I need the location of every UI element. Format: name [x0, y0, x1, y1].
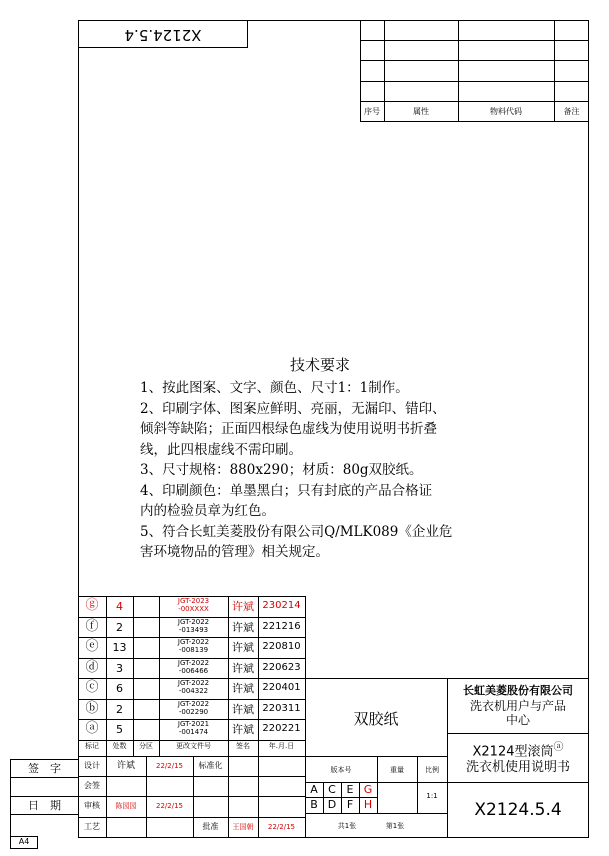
drawing-number: X2124.5.4: [474, 800, 562, 820]
sheet-no: 第1张: [385, 822, 405, 830]
bom-header-no: 序号: [364, 107, 380, 116]
note-line: 3、尺寸规格：880x290；材质：80g双胶纸。: [140, 462, 423, 478]
std-label: 标准化: [198, 761, 223, 770]
rev-mark: ⓔ: [85, 639, 99, 654]
note-line: 2、印刷字体、图案应鲜明、亮丽，无漏印、错印、: [140, 400, 446, 417]
design-date: 22/2/15: [156, 762, 183, 770]
rev-doc-line-2: -006466: [178, 666, 209, 675]
cosign-label: 会签: [84, 781, 100, 790]
bom-header-remark: 备注: [563, 107, 580, 116]
sign-label: 签 字: [28, 762, 61, 775]
scale-label: 比例: [425, 766, 439, 774]
rev-doc-line-2: -004322: [178, 687, 209, 695]
stage-g: G: [363, 783, 373, 796]
rev-date: 220810: [262, 641, 301, 652]
rev-sign: 许斌: [232, 661, 254, 675]
rev-doc-line-2: -001474: [178, 728, 209, 736]
rev-sign: 许斌: [232, 600, 254, 613]
rev-sign: 许斌: [232, 620, 254, 634]
note-line: 倾斜等缺陷；正面四根绿色虚线为使用说明书折叠: [140, 421, 437, 437]
rev-header-qty: 处数: [112, 742, 127, 750]
stage-a: A: [310, 783, 318, 796]
rev-doc-line-1: JGT-2021: [177, 720, 210, 728]
rev-date: 220311: [262, 702, 301, 714]
rev-doc-line-1: JGT-2022: [177, 638, 210, 646]
note-line: 1、按此图案、文字、颜色、尺寸1：1制作。: [140, 380, 409, 396]
date-label: 日 期: [28, 799, 61, 812]
scale-value: 1:1: [426, 792, 438, 800]
stage-c: C: [328, 783, 336, 796]
note-line: 4、印刷颜色：单墨黑白；只有封底的产品合格证: [140, 482, 433, 499]
notes-body: [140, 378, 560, 563]
rev-header-zone: 分区: [139, 742, 153, 750]
stage-h: H: [363, 798, 373, 811]
weight-label: 重量: [390, 766, 404, 774]
rev-date: 220221: [262, 723, 301, 734]
rev-date: 220623: [262, 661, 301, 673]
approval-block: [78, 756, 305, 838]
rev-doc-line-2: -00XXXX: [178, 605, 209, 613]
material-block: [305, 678, 447, 838]
rev-mark: ⓐ: [85, 721, 99, 736]
bom-table: [360, 20, 589, 121]
approve-label: 批准: [202, 822, 219, 831]
product-title: X2124型滚筒: [472, 744, 554, 760]
rev-doc-line-2: -008139: [178, 646, 209, 654]
stage-e: E: [346, 783, 354, 796]
rev-mark: ⓕ: [85, 618, 99, 634]
product-line-2: 洗衣机使用说明书: [465, 760, 570, 775]
department-line-1: 洗衣机用户与产品: [469, 699, 566, 713]
design-label: 设计: [84, 761, 100, 770]
version-label: 版本号: [330, 766, 352, 774]
rev-header-sign: 签名: [236, 742, 250, 750]
rev-header-doc: 更改文件号: [176, 742, 211, 750]
rev-doc-line-2: -002290: [178, 707, 209, 716]
rev-header-date: 年.月.日: [268, 742, 295, 750]
paper-size: A4: [18, 837, 30, 846]
rev-doc-line-1: JGT-2022: [177, 679, 210, 687]
material-name: 双胶纸: [353, 710, 399, 728]
company-name: 长虹美菱股份有限公司: [463, 684, 573, 697]
rev-sign: 许斌: [232, 702, 254, 716]
top-code: X2124.5.4: [124, 26, 202, 44]
review-label: 审核: [84, 801, 100, 810]
title-block: [447, 678, 589, 838]
rev-qty: 4: [116, 600, 123, 613]
rev-date: 220401: [262, 682, 301, 693]
stage-d: D: [327, 798, 337, 811]
rev-qty: 5: [116, 723, 123, 736]
rev-mark: ⓑ: [85, 700, 99, 716]
rev-doc-line-2: -013493: [178, 625, 209, 634]
rev-doc-line-1: JGT-2022: [177, 658, 210, 667]
note-line: 线，此四根虚线不需印刷。: [140, 441, 302, 458]
rev-date: 230214: [262, 600, 301, 611]
rev-doc-line-1: JGT-2022: [177, 699, 210, 708]
review-date: 22/2/15: [156, 802, 183, 810]
product-line-1: [447, 743, 589, 758]
rev-qty: 2: [116, 620, 123, 634]
rev-qty: 3: [116, 661, 123, 675]
stage-b: B: [310, 798, 318, 811]
rev-mark: ⓒ: [85, 680, 99, 695]
rev-qty: 2: [116, 702, 123, 716]
rev-sign: 许斌: [232, 723, 254, 736]
review-name: 陈园园: [115, 802, 137, 810]
rev-qty: 13: [112, 641, 127, 654]
bom-header-attr: 属性: [413, 107, 429, 116]
rev-sign: 许斌: [232, 682, 254, 695]
design-name: 许斌: [116, 761, 135, 771]
rev-date: 221216: [262, 620, 301, 632]
rev-header-mark: 标记: [85, 742, 99, 750]
revision-table: [78, 596, 305, 756]
rev-doc-line-1: JGT-2022: [177, 617, 210, 626]
product-rev-mark: ⓐ: [553, 742, 564, 753]
rev-qty: 6: [116, 682, 123, 695]
rev-mark: ⓖ: [85, 598, 99, 613]
rev-sign: 许斌: [232, 641, 254, 654]
note-line: 内的检验员章为红色。: [140, 503, 275, 519]
rev-doc-line-1: JGT-2023: [177, 597, 210, 605]
note-line: 害环境物品的管理》相关规定。: [140, 544, 329, 560]
rev-mark: ⓓ: [85, 659, 99, 675]
approve-date: 22/2/15: [268, 823, 295, 831]
sheets-total: 共1张: [337, 822, 357, 830]
bom-header-code: 物料代码: [490, 107, 522, 116]
note-line: 5、符合长虹美菱股份有限公司Q/MLK089《企业危: [140, 523, 453, 540]
process-label: 工艺: [84, 822, 100, 831]
stage-f: F: [346, 798, 354, 811]
department-line-2: 中心: [505, 713, 530, 727]
notes-title: 技术要求: [289, 356, 350, 374]
approve-name: 王国朝: [232, 823, 254, 831]
